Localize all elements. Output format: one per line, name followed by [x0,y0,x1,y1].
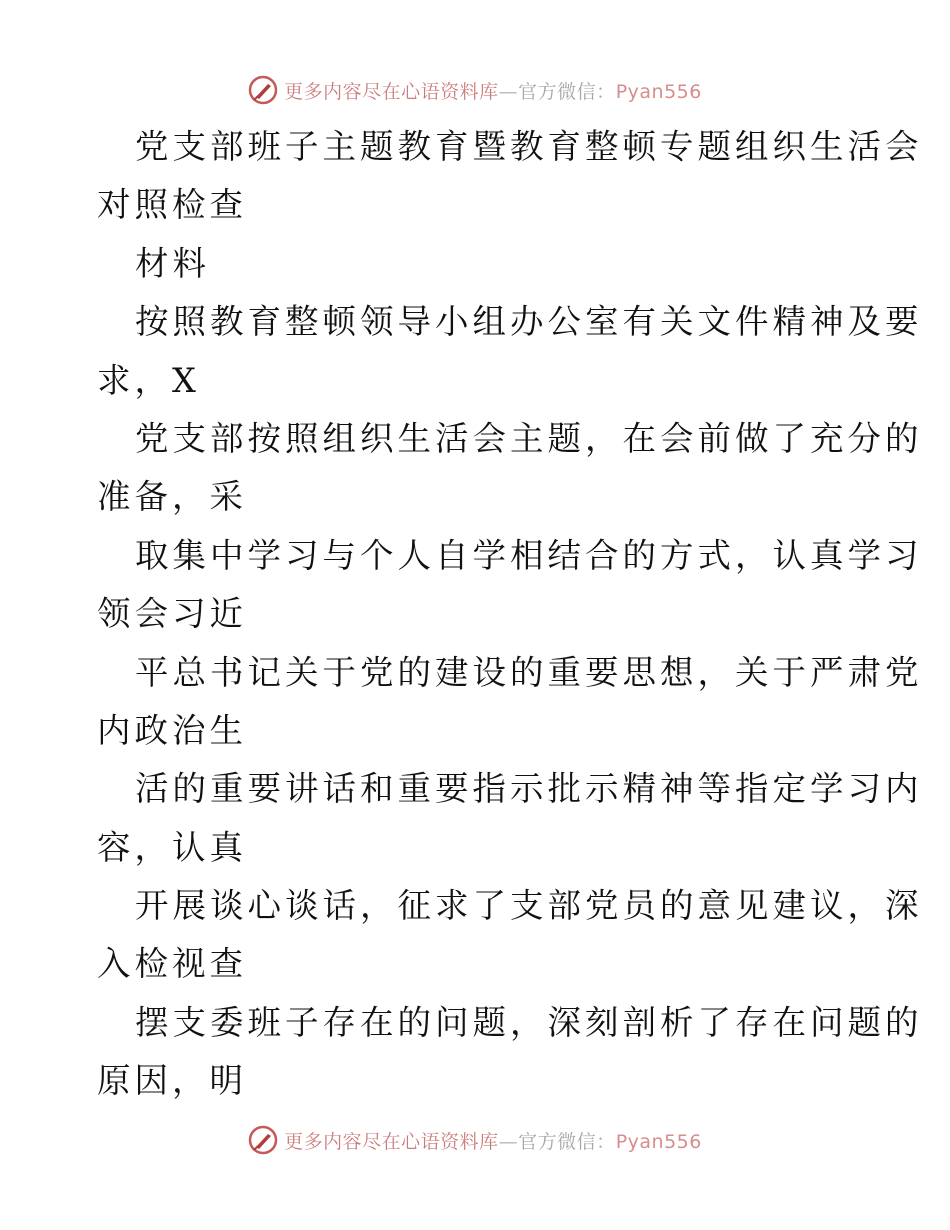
watermark-text [284,1127,702,1154]
text-line: 党支部班子主题教育暨教育整顿专题组织生活会 [135,127,923,166]
watermark-id: Pyan556 [615,1130,702,1153]
text-line: 摆支委班子存在的问题，深刻剖析了存在问题的 [135,1002,923,1042]
watermark-main: 更多内容尽在心语资料库 [284,1130,499,1153]
watermark-main: 更多内容尽在心语资料库 [284,80,499,103]
text-line: 容，认真 [97,827,247,867]
header-watermark [0,70,950,110]
text-line: 党支部按照组织生活会主题，在会前做了充分的 [135,418,923,458]
text-line: 原因，明 [97,1061,247,1101]
text-line: 入检视查 [97,944,247,984]
text-line: 准备，采 [97,477,247,517]
text-line: 活的重要讲话和重要指示批示精神等指定学习内 [135,769,923,809]
document-body [97,118,923,1111]
text-line: 对照检查 [97,185,247,225]
footer-watermark [0,1120,950,1160]
text-line: 求，X [97,360,200,400]
watermark-label: 官方微信： [518,80,616,103]
watermark-label: 官方微信： [518,1130,616,1153]
watermark-dash: — [498,80,519,103]
text-line: 内政治生 [97,710,247,750]
text-line: 开展谈心谈话，征求了支部党员的意见建议，深 [135,886,923,926]
text-line: 材料 [135,243,210,283]
text-line: 平总书记关于党的建设的重要思想，关于严肃党 [135,652,923,692]
quill-logo-icon [248,75,278,105]
text-line: 取集中学习与个人自学相结合的方式，认真学习 [135,535,923,575]
quill-logo-icon [248,1125,278,1155]
watermark-text [284,77,702,104]
watermark-id: Pyan556 [615,80,702,103]
text-line: 按照教育整顿领导小组办公室有关文件精神及要 [135,302,923,342]
watermark-dash: — [498,1130,519,1153]
text-line: 领会习近 [97,594,247,634]
